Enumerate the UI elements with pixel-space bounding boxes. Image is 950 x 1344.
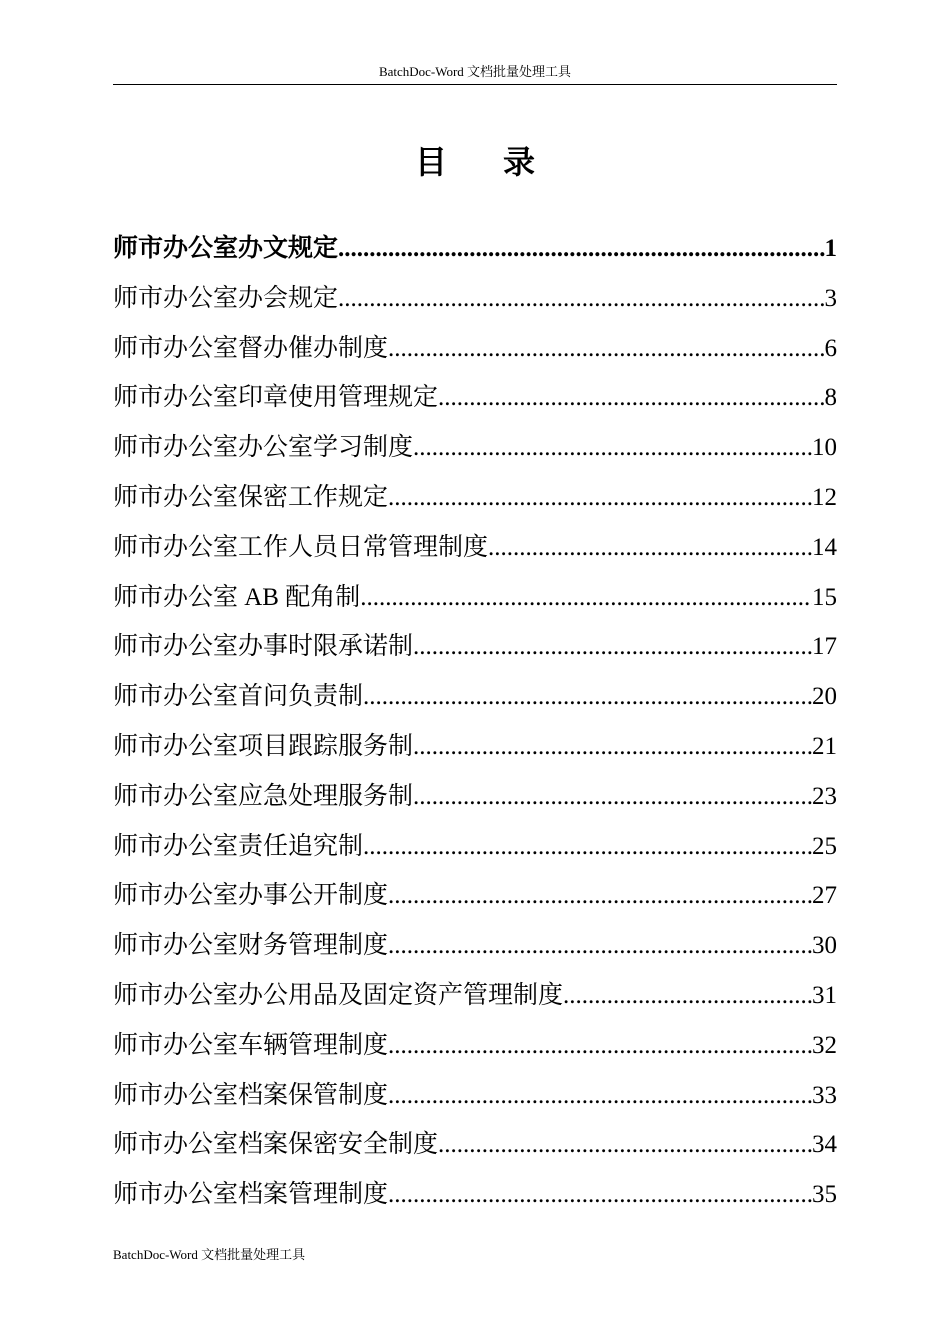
toc-entry[interactable] bbox=[113, 274, 837, 324]
toc-entry[interactable] bbox=[113, 772, 837, 822]
toc-entry-page-number: 32 bbox=[812, 1031, 837, 1059]
toc-dot-leader bbox=[388, 871, 812, 921]
toc-entry[interactable] bbox=[113, 473, 837, 523]
toc-dot-leader bbox=[338, 224, 824, 274]
toc-dot-leader bbox=[363, 822, 812, 872]
table-of-contents bbox=[113, 224, 837, 1220]
toc-entry-page-number: 12 bbox=[812, 483, 837, 511]
toc-dot-leader bbox=[413, 772, 812, 822]
toc-entry-label: 师市办公室档案管理制度 bbox=[113, 1181, 389, 1209]
toc-entry-label: 师市办公室办会规定 bbox=[113, 284, 339, 312]
toc-entry[interactable] bbox=[113, 573, 837, 623]
toc-entry-label: 师市办公室办公用品及固定资产管理制度 bbox=[113, 981, 564, 1009]
toc-entry-page-number: 20 bbox=[812, 683, 837, 711]
toc-entry-page-number: 8 bbox=[824, 384, 837, 412]
toc-dot-leader bbox=[413, 622, 812, 672]
toc-entry[interactable] bbox=[113, 523, 837, 573]
toc-entry[interactable] bbox=[113, 622, 837, 672]
toc-entry-label: 师市办公室督办催办制度 bbox=[113, 334, 389, 362]
toc-entry-page-number: 14 bbox=[812, 533, 837, 561]
toc-dot-leader bbox=[388, 921, 812, 971]
toc-entry[interactable] bbox=[113, 324, 837, 374]
toc-entry[interactable] bbox=[113, 423, 837, 473]
toc-entry[interactable] bbox=[113, 822, 837, 872]
toc-entry-page-number: 33 bbox=[812, 1081, 837, 1109]
toc-entry-page-number: 25 bbox=[812, 832, 837, 860]
toc-entry-label: 师市办公室车辆管理制度 bbox=[113, 1031, 389, 1059]
toc-entry-page-number: 17 bbox=[812, 633, 837, 661]
toc-entry[interactable] bbox=[113, 672, 837, 722]
toc-entry-label: 师市办公室档案保管制度 bbox=[113, 1081, 389, 1109]
toc-entry-label: 师市办公室办公室学习制度 bbox=[113, 434, 414, 462]
toc-entry-label: 师市办公室印章使用管理规定 bbox=[113, 384, 439, 412]
toc-entry-label: 师市办公室工作人员日常管理制度 bbox=[113, 533, 489, 561]
toc-entry-label: 师市办公室财务管理制度 bbox=[113, 932, 389, 960]
toc-dot-leader bbox=[388, 473, 812, 523]
toc-dot-leader bbox=[413, 423, 812, 473]
toc-dot-leader bbox=[388, 324, 824, 374]
toc-entry-label: 师市办公室首问负责制 bbox=[113, 683, 364, 711]
toc-entry[interactable] bbox=[113, 1071, 837, 1121]
toc-entry-page-number: 6 bbox=[824, 334, 837, 362]
toc-entry[interactable] bbox=[113, 1170, 837, 1220]
toc-dot-leader bbox=[388, 1170, 812, 1220]
toc-entry[interactable] bbox=[113, 224, 837, 274]
toc-entry[interactable] bbox=[113, 1120, 837, 1170]
toc-entry-page-number: 30 bbox=[812, 932, 837, 960]
toc-entry-page-number: 1 bbox=[824, 235, 837, 262]
toc-entry-label: 师市办公室档案保密安全制度 bbox=[113, 1131, 439, 1159]
toc-entry-page-number: 34 bbox=[812, 1131, 837, 1159]
toc-entry-page-number: 21 bbox=[812, 732, 837, 760]
toc-entry-page-number: 3 bbox=[824, 284, 837, 312]
toc-entry-page-number: 35 bbox=[812, 1181, 837, 1209]
toc-entry[interactable] bbox=[113, 871, 837, 921]
toc-entry[interactable] bbox=[113, 1021, 837, 1071]
toc-entry-label: 师市办公室责任追究制 bbox=[113, 832, 364, 860]
toc-entry-label: 师市办公室办事时限承诺制 bbox=[113, 633, 414, 661]
toc-dot-leader bbox=[563, 971, 812, 1021]
toc-entry-label: 师市办公室办文规定 bbox=[113, 235, 339, 262]
toc-dot-leader bbox=[413, 722, 812, 772]
toc-dot-leader bbox=[438, 373, 824, 423]
toc-dot-leader bbox=[360, 573, 812, 623]
toc-dot-leader bbox=[488, 523, 812, 573]
toc-dot-leader bbox=[388, 1071, 812, 1121]
toc-entry-label: 师市办公室保密工作规定 bbox=[113, 483, 389, 511]
toc-dot-leader bbox=[388, 1021, 812, 1071]
page-footer: BatchDoc-Word 文档批量处理工具 bbox=[113, 1247, 306, 1262]
toc-entry-page-number: 15 bbox=[812, 583, 837, 611]
toc-dot-leader bbox=[438, 1120, 812, 1170]
page-header: BatchDoc-Word 文档批量处理工具 bbox=[378, 64, 572, 79]
toc-entry[interactable] bbox=[113, 971, 837, 1021]
toc-entry-page-number: 10 bbox=[812, 434, 837, 462]
toc-entry-page-number: 31 bbox=[812, 981, 837, 1009]
toc-entry-label: 师市办公室 AB 配角制 bbox=[113, 583, 361, 611]
header-divider bbox=[113, 84, 837, 85]
toc-dot-leader bbox=[363, 672, 812, 722]
toc-entry-label: 师市办公室应急处理服务制 bbox=[113, 782, 414, 810]
toc-entry[interactable] bbox=[113, 722, 837, 772]
toc-title: 目录 bbox=[414, 143, 591, 181]
toc-entry-page-number: 23 bbox=[812, 782, 837, 810]
toc-entry[interactable] bbox=[113, 921, 837, 971]
toc-dot-leader bbox=[338, 274, 824, 324]
toc-entry[interactable] bbox=[113, 373, 837, 423]
toc-entry-page-number: 27 bbox=[812, 882, 837, 910]
toc-entry-label: 师市办公室办事公开制度 bbox=[113, 882, 389, 910]
toc-entry-label: 师市办公室项目跟踪服务制 bbox=[113, 732, 414, 760]
